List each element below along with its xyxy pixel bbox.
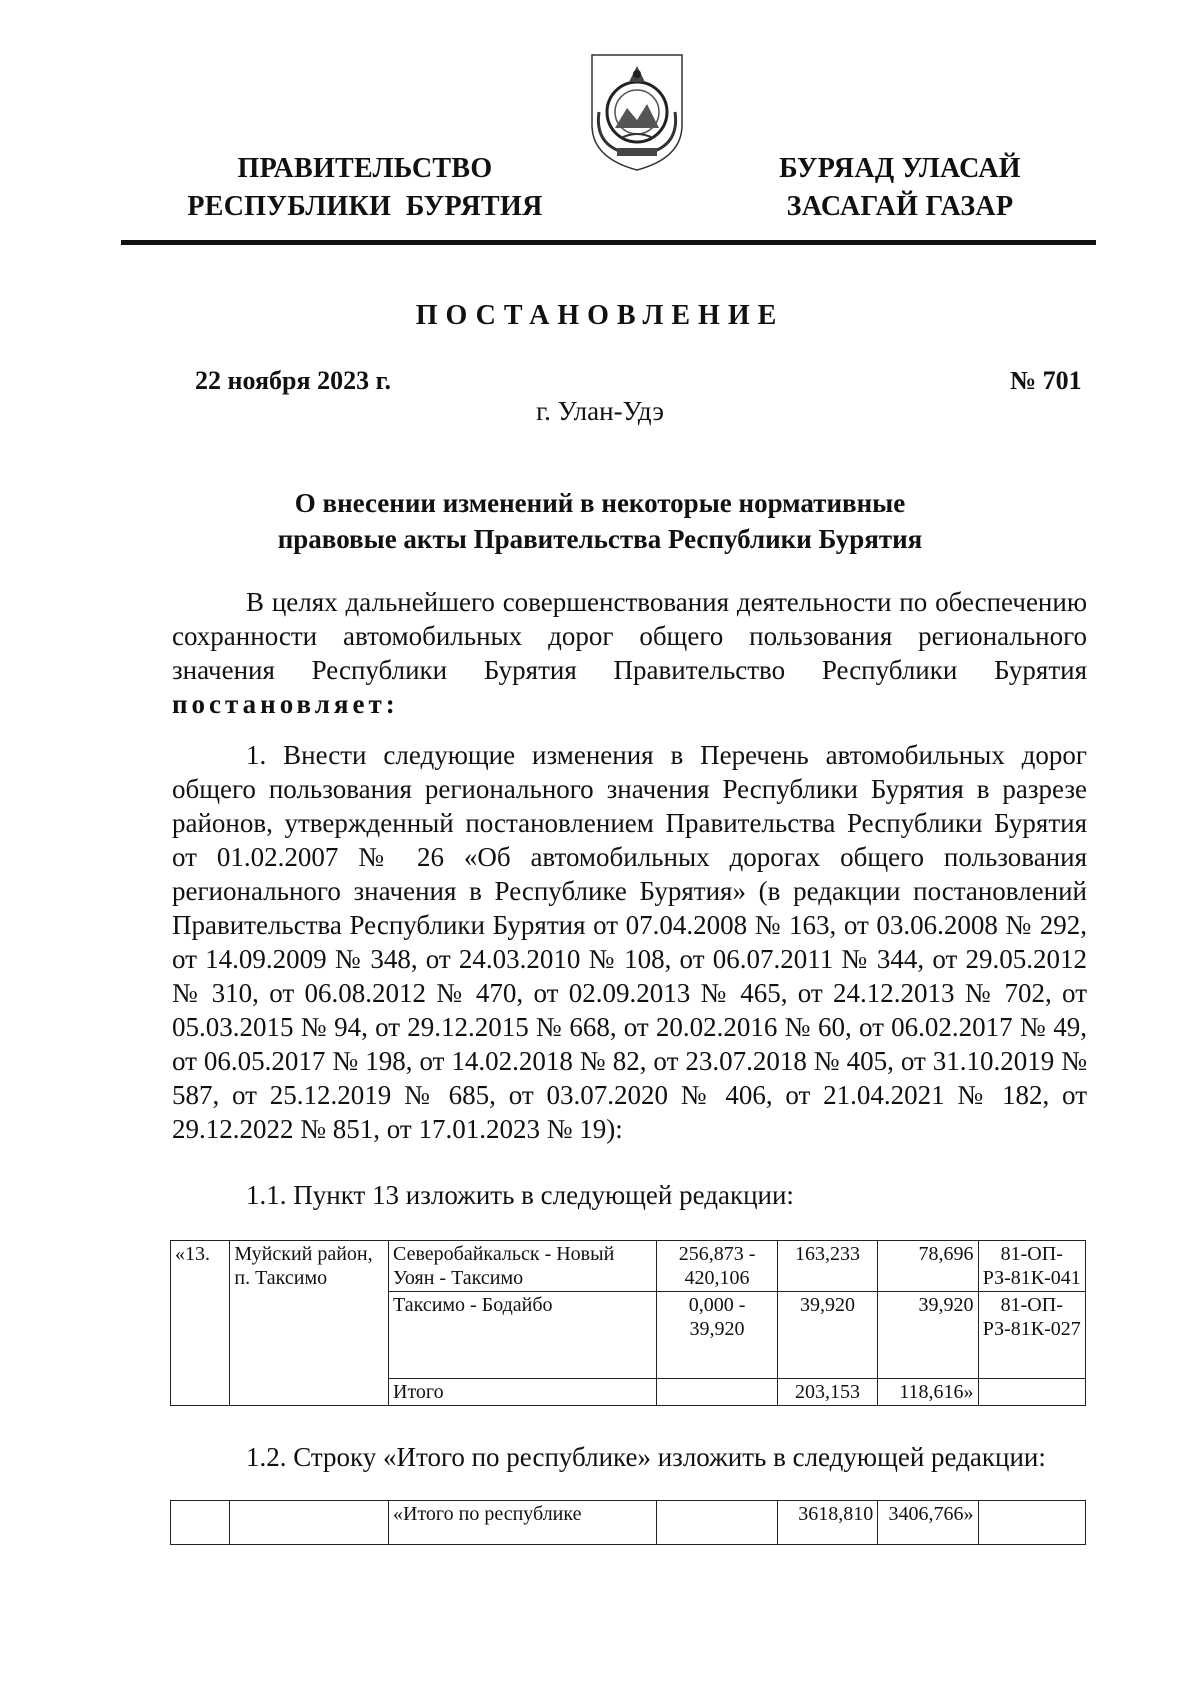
cell-road-name: Таксимо - Бодайбо <box>389 1292 657 1379</box>
cell-itogo-value: 118,616» <box>878 1379 978 1406</box>
clause-1-1-paragraph: 1.1. Пункт 13 изложить в следующей редакции: <box>246 1180 794 1210</box>
cell-km-range: 0,000 - 39,920 <box>657 1292 778 1379</box>
preamble-paragraph <box>172 585 1087 721</box>
header-left-line1: ПРАВИТЕЛЬСТВО <box>237 153 493 184</box>
header-left-line2: РЕСПУБЛИКИ БУРЯТИЯ <box>187 191 543 222</box>
cell-length-value: 39,920 <box>878 1292 978 1379</box>
preamble-emphasis: постановляет: <box>172 689 399 719</box>
cell-district: Муйский район, п. Таксимо <box>230 1241 389 1406</box>
subject-line1: О внесении изменений в некоторые нормативные <box>294 488 906 518</box>
roads-table <box>170 1240 1086 1406</box>
header-right <box>755 150 1045 226</box>
preamble-text: В целях дальнейшего совершенствования деятельности по обеспечению сохранности автомобильных дорог общего пользования регионального значения Республики Бурятия Правительство Республики Бурятия <box>172 587 1087 685</box>
table-row <box>171 1501 1086 1545</box>
clause-1-2-paragraph: 1.2. Строку «Итого по республике» изложить в следующей редакции: <box>246 1442 1046 1472</box>
table-row <box>171 1241 1086 1292</box>
cell-road-code: 81-ОП-РЗ-81К-027 <box>978 1292 1086 1379</box>
document-subject <box>150 485 1050 557</box>
header-left <box>170 150 560 226</box>
document-type-title: ПОСТАНОВЛЕНИЕ <box>415 300 785 331</box>
cell-total-length: 39,920 <box>777 1292 877 1379</box>
cell-empty <box>657 1501 778 1545</box>
cell-empty <box>171 1501 230 1545</box>
cell-km-range: 256,873 - 420,106 <box>657 1241 778 1292</box>
cell-road-code: 81-ОП-РЗ-81К-041 <box>978 1241 1086 1292</box>
cell-item-number: «13. <box>171 1241 230 1406</box>
cell-republic-label: «Итого по республике <box>389 1501 657 1545</box>
cell-itogo-label: Итого <box>389 1379 657 1406</box>
document-date: 22 ноября 2023 г. <box>195 366 391 395</box>
cell-total-length: 163,233 <box>777 1241 877 1292</box>
coat-of-arms-emblem <box>587 50 687 173</box>
subject-line2: правовые акты Правительства Республики Бурятия <box>277 524 923 554</box>
cell-republic-total: 3618,810 <box>777 1501 877 1545</box>
cell-length-value: 78,696 <box>878 1241 978 1292</box>
cell-empty <box>978 1501 1086 1545</box>
republic-total-table <box>170 1500 1086 1545</box>
header-right-line1: БУРЯАД УЛАСАЙ <box>779 153 1021 184</box>
document-number: № 701 <box>1010 366 1082 395</box>
cell-empty <box>230 1501 389 1545</box>
cell-empty <box>657 1379 778 1406</box>
header-divider <box>121 240 1096 245</box>
clause-1-paragraph: 1. Внести следующие изменения в Перечень автомобильных дорог общего пользования регионального значения Республики Бурятия в разрезе районов, утвержденный постановлением Правительства Республики Бурятия от 01.02.2007 № 26 «Об автомобильных дорогах общего пользования регионального значения в Республике Бурятия» (в редакции постановлений Правительства Республики Бурятия от 07.04.2008 № 163, от 03.06.2008 № 292, от 14.09.2009 № 348, от 24.03.2010 № 108, от 06.07.2011 № 344, от 29.05.2012 № 310, от 06.08.2012 № 470, от 02.09.2013 № 465, от 24.12.2013 № 702, от 05.03.2015 № 94, от 29.12.2015 № 668, от 20.02.2016 № 60, от 06.02.2017 № 49, от 06.05.2017 № 198, от 14.02.2018 № 82, от 23.07.2018 № 405, от 31.10.2019 № 587, от 25.12.2019 № 685, от 03.07.2020 № 406, от 21.04.2021 № 182, от 29.12.2022 № 851, от 17.01.2023 № 19): <box>172 740 1087 1144</box>
cell-empty <box>978 1379 1086 1406</box>
cell-itogo-total: 203,153 <box>777 1379 877 1406</box>
header-right-line2: ЗАСАГАЙ ГАЗАР <box>786 191 1014 222</box>
cell-road-name: Северобайкальск - Новый Уоян - Таксимо <box>389 1241 657 1292</box>
document-city: г. Улан-Удэ <box>536 396 664 426</box>
cell-republic-value: 3406,766» <box>878 1501 978 1545</box>
